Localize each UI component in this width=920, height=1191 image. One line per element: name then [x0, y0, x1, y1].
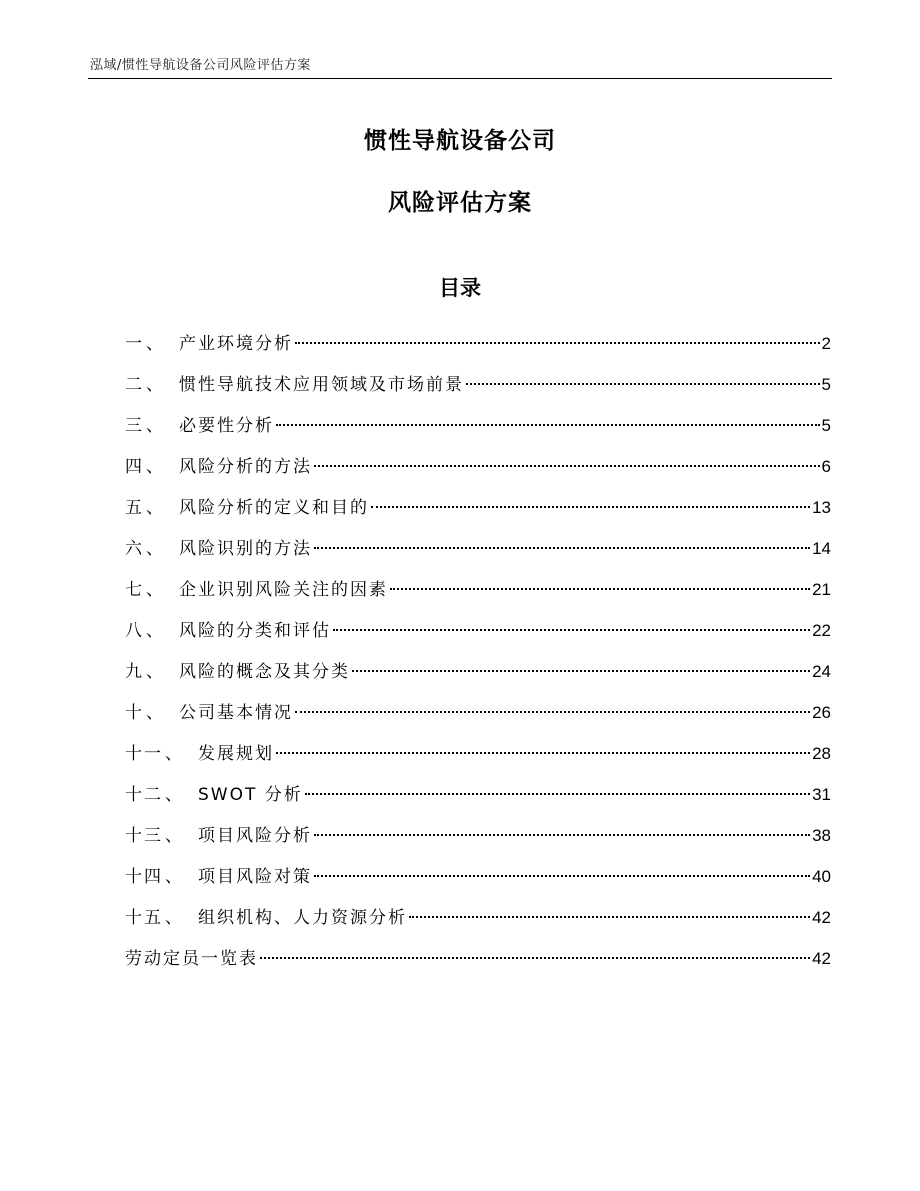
- toc-entry-number: 五: [125, 498, 144, 518]
- toc-entry-page-number: 5: [821, 416, 831, 435]
- toc-dot-leader: [314, 446, 820, 472]
- table-of-contents: [125, 323, 831, 979]
- toc-entry-page-number: 22: [812, 621, 831, 640]
- toc-dot-leader: [466, 364, 820, 390]
- toc-entry[interactable]: [125, 364, 831, 405]
- toc-entry[interactable]: [125, 938, 831, 979]
- toc-entry-page-number: 5: [821, 375, 831, 394]
- toc-entry-label: 产业环境分析: [179, 334, 293, 354]
- toc-entry-page-number: 13: [812, 498, 831, 517]
- toc-entry[interactable]: [125, 610, 831, 651]
- toc-entry-separator: 、: [146, 539, 163, 559]
- toc-entry-number: 一: [125, 334, 144, 354]
- toc-entry-label: 项目风险对策: [198, 867, 312, 887]
- toc-entry-separator: 、: [146, 580, 163, 600]
- toc-dot-leader: [276, 733, 810, 759]
- toc-entry-separator: 、: [146, 375, 163, 395]
- toc-entry[interactable]: [125, 569, 831, 610]
- toc-entry-number: 十五: [125, 908, 163, 928]
- toc-entry-separator: 、: [165, 785, 182, 805]
- toc-dot-leader: [314, 856, 810, 882]
- toc-dot-leader: [295, 323, 820, 349]
- toc-entry-label: 风险的分类和评估: [179, 621, 331, 641]
- toc-entry[interactable]: [125, 487, 831, 528]
- toc-entry-separator: 、: [146, 416, 163, 436]
- toc-heading: 目录: [439, 276, 481, 300]
- toc-entry-page-number: 38: [812, 826, 831, 845]
- toc-entry[interactable]: [125, 323, 831, 364]
- toc-entry-label: 风险分析的定义和目的: [179, 498, 369, 518]
- toc-entry[interactable]: [125, 897, 831, 938]
- toc-entry-number: 二: [125, 375, 144, 395]
- toc-entry-separator: 、: [146, 662, 163, 682]
- toc-entry[interactable]: [125, 774, 831, 815]
- toc-entry[interactable]: [125, 446, 831, 487]
- toc-entry-separator: 、: [146, 703, 163, 723]
- toc-entry-separator: 、: [146, 621, 163, 641]
- toc-entry-label: 劳动定员一览表: [125, 949, 258, 969]
- toc-entry-page-number: 28: [812, 744, 831, 763]
- toc-entry-number: 十四: [125, 867, 163, 887]
- toc-dot-leader: [371, 487, 810, 513]
- toc-entry[interactable]: [125, 815, 831, 856]
- toc-entry-label: 发展规划: [198, 744, 274, 764]
- toc-entry-page-number: 21: [812, 580, 831, 599]
- toc-entry-page-number: 24: [812, 662, 831, 681]
- toc-entry-label: 风险分析的方法: [179, 457, 312, 477]
- toc-entry-number: 七: [125, 580, 144, 600]
- toc-entry-separator: 、: [146, 334, 163, 354]
- toc-entry-page-number: 26: [812, 703, 831, 722]
- toc-entry[interactable]: [125, 405, 831, 446]
- document-title-line-2: 风险评估方案: [388, 190, 532, 216]
- toc-dot-leader: [333, 610, 810, 636]
- toc-entry-number: 四: [125, 457, 144, 477]
- document-title-line-1: 惯性导航设备公司: [364, 128, 556, 154]
- toc-entry-number: 六: [125, 539, 144, 559]
- toc-entry[interactable]: [125, 692, 831, 733]
- toc-entry-label: 惯性导航技术应用领域及市场前景: [179, 375, 464, 395]
- toc-entry-number: 十: [125, 703, 144, 723]
- toc-entry-page-number: 40: [812, 867, 831, 886]
- toc-entry[interactable]: [125, 528, 831, 569]
- toc-entry-label: 项目风险分析: [198, 826, 312, 846]
- toc-entry-page-number: 2: [821, 334, 831, 353]
- toc-entry-number: 十三: [125, 826, 163, 846]
- toc-dot-leader: [276, 405, 820, 431]
- toc-entry-separator: 、: [165, 908, 182, 928]
- toc-entry-label: 企业识别风险关注的因素: [179, 580, 388, 600]
- toc-entry-page-number: 14: [812, 539, 831, 558]
- toc-entry[interactable]: [125, 856, 831, 897]
- toc-dot-leader: [295, 692, 810, 718]
- toc-entry[interactable]: [125, 733, 831, 774]
- toc-entry-number: 十二: [125, 785, 163, 805]
- toc-entry-label: 必要性分析: [179, 416, 274, 436]
- toc-dot-leader: [390, 569, 810, 595]
- toc-entry-separator: 、: [146, 457, 163, 477]
- toc-entry-number: 八: [125, 621, 144, 641]
- header-divider: [88, 78, 832, 79]
- toc-entry-label: 风险识别的方法: [179, 539, 312, 559]
- toc-entry-label: 公司基本情况: [179, 703, 293, 723]
- toc-entry-page-number: 31: [812, 785, 831, 804]
- toc-entry-label: SWOT 分析: [198, 785, 303, 805]
- toc-entry-number: 十一: [125, 744, 163, 764]
- toc-dot-leader: [314, 528, 810, 554]
- toc-entry-separator: 、: [165, 867, 182, 887]
- running-header: 泓域/惯性导航设备公司风险评估方案: [90, 58, 311, 73]
- toc-entry-separator: 、: [165, 826, 182, 846]
- toc-entry-separator: 、: [165, 744, 182, 764]
- toc-dot-leader: [260, 938, 810, 964]
- toc-entry-page-number: 42: [812, 908, 831, 927]
- toc-entry-page-number: 42: [812, 949, 831, 968]
- toc-dot-leader: [314, 815, 810, 841]
- toc-entry[interactable]: [125, 651, 831, 692]
- toc-dot-leader: [352, 651, 810, 677]
- toc-entry-number: 三: [125, 416, 144, 436]
- toc-entry-label: 风险的概念及其分类: [179, 662, 350, 682]
- toc-entry-separator: 、: [146, 498, 163, 518]
- toc-entry-number: 九: [125, 662, 144, 682]
- toc-dot-leader: [409, 897, 810, 923]
- toc-entry-label: 组织机构、人力资源分析: [198, 908, 407, 928]
- toc-dot-leader: [305, 774, 810, 800]
- toc-entry-page-number: 6: [821, 457, 831, 476]
